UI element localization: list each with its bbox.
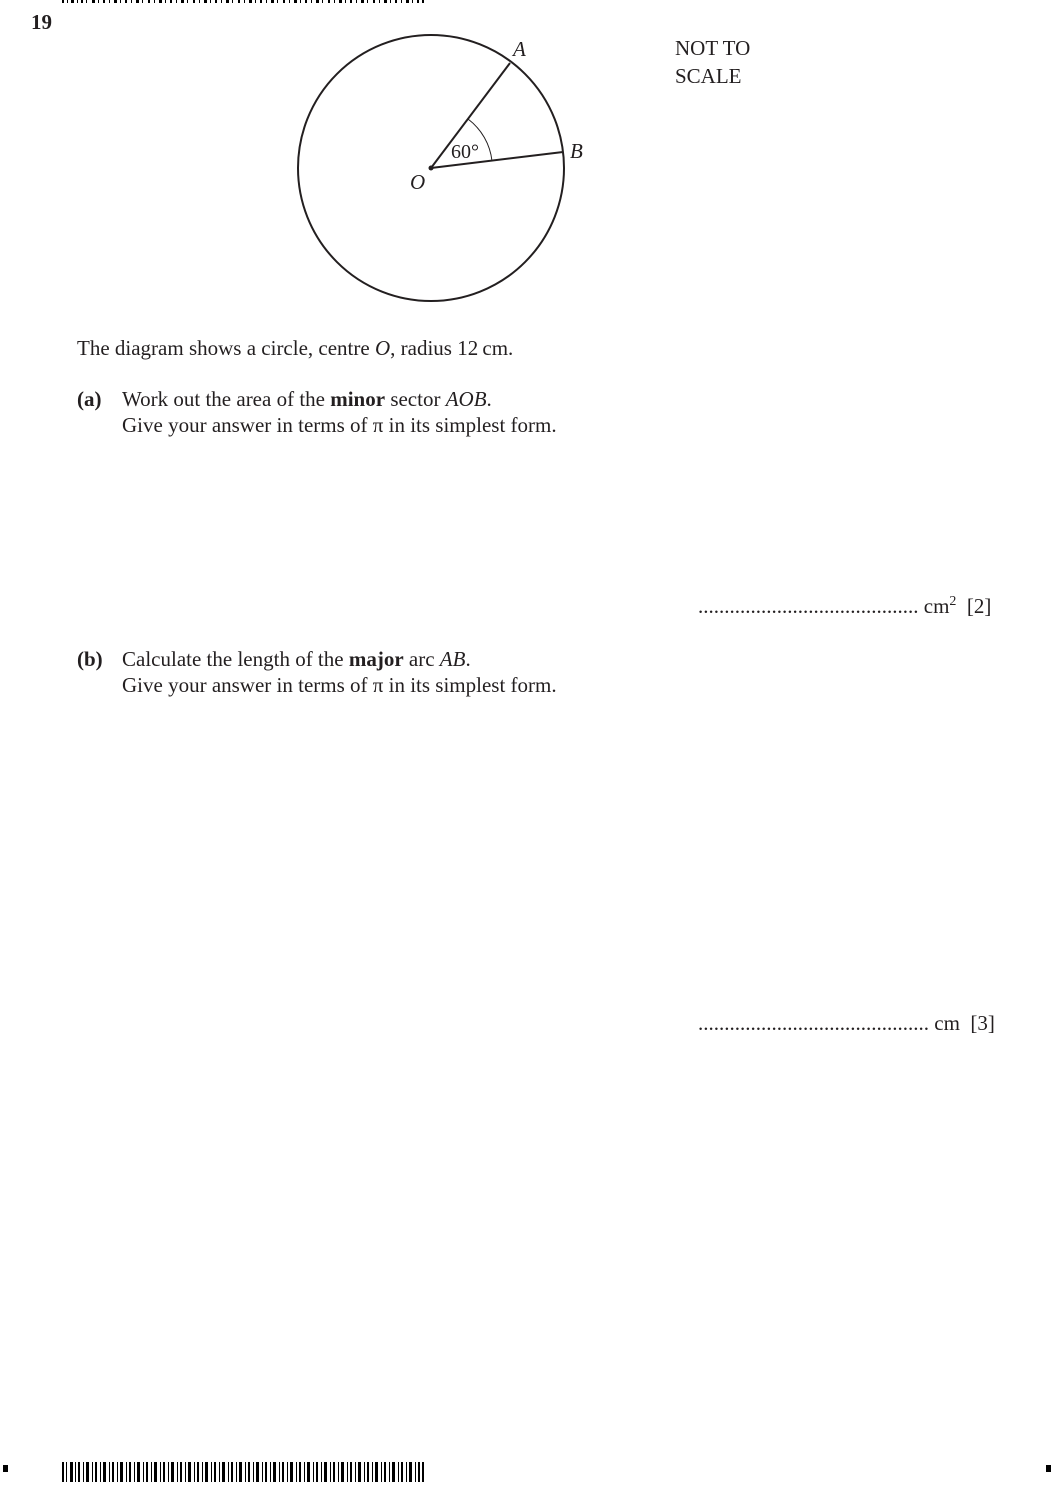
part-a-line1 xyxy=(122,386,492,412)
point-b-label: B xyxy=(570,139,583,163)
part-b-bold-major: major xyxy=(348,647,404,671)
part-a-answer-unit: cm xyxy=(923,594,950,618)
part-b-arc-name: AB xyxy=(439,647,466,671)
circle-sector-diagram xyxy=(0,0,700,310)
bottom-barcode xyxy=(62,1462,424,1482)
point-a-label: A xyxy=(513,37,526,61)
not-to-scale-line2: SCALE xyxy=(675,64,742,88)
part-b-text-start: Calculate the length of the xyxy=(122,647,349,671)
part-a-answer-dots: .......................................... xyxy=(698,594,919,618)
question-number: 19 xyxy=(31,10,52,34)
angle-label: 60° xyxy=(451,141,479,163)
part-b-answer-unit: cm xyxy=(934,1011,960,1035)
intro-text-start: The diagram shows a circle, centre xyxy=(77,336,375,360)
right-corner-mark xyxy=(1046,1465,1051,1472)
part-a-bold-minor: minor xyxy=(330,387,386,411)
part-a-label: (a) xyxy=(77,387,102,411)
part-b-answer-dots: ............................................ xyxy=(698,1011,929,1035)
part-b-line2: Give your answer in terms of π in its simplest form. xyxy=(122,673,557,697)
part-b-marks: [3] xyxy=(970,1011,995,1035)
left-corner-mark xyxy=(3,1465,8,1472)
part-a-text-end: . xyxy=(486,387,492,411)
question-intro xyxy=(77,335,513,361)
part-b-text-mid: arc xyxy=(403,647,440,671)
not-to-scale-note xyxy=(675,34,750,90)
part-a-sector-name: AOB xyxy=(445,387,487,411)
part-a-line2: Give your answer in terms of π in its simplest form. xyxy=(122,413,557,437)
intro-text-end: , radius 12 cm. xyxy=(390,336,514,360)
part-a-marks: [2] xyxy=(966,594,992,618)
intro-centre-o: O xyxy=(374,336,391,360)
part-a-answer-unit-power: 2 xyxy=(949,594,957,609)
part-a-text-mid: sector xyxy=(385,387,446,411)
part-b-line1 xyxy=(122,646,471,672)
part-b-label: (b) xyxy=(77,647,103,671)
centre-o-label: O xyxy=(410,170,426,194)
part-a-text-start: Work out the area of the xyxy=(122,387,331,411)
part-b-answer-line xyxy=(698,1011,995,1036)
part-b-text-end: . xyxy=(465,647,471,671)
part-a-answer-line xyxy=(698,594,991,619)
centre-point xyxy=(429,166,434,171)
not-to-scale-line1: NOT TO xyxy=(675,36,751,60)
